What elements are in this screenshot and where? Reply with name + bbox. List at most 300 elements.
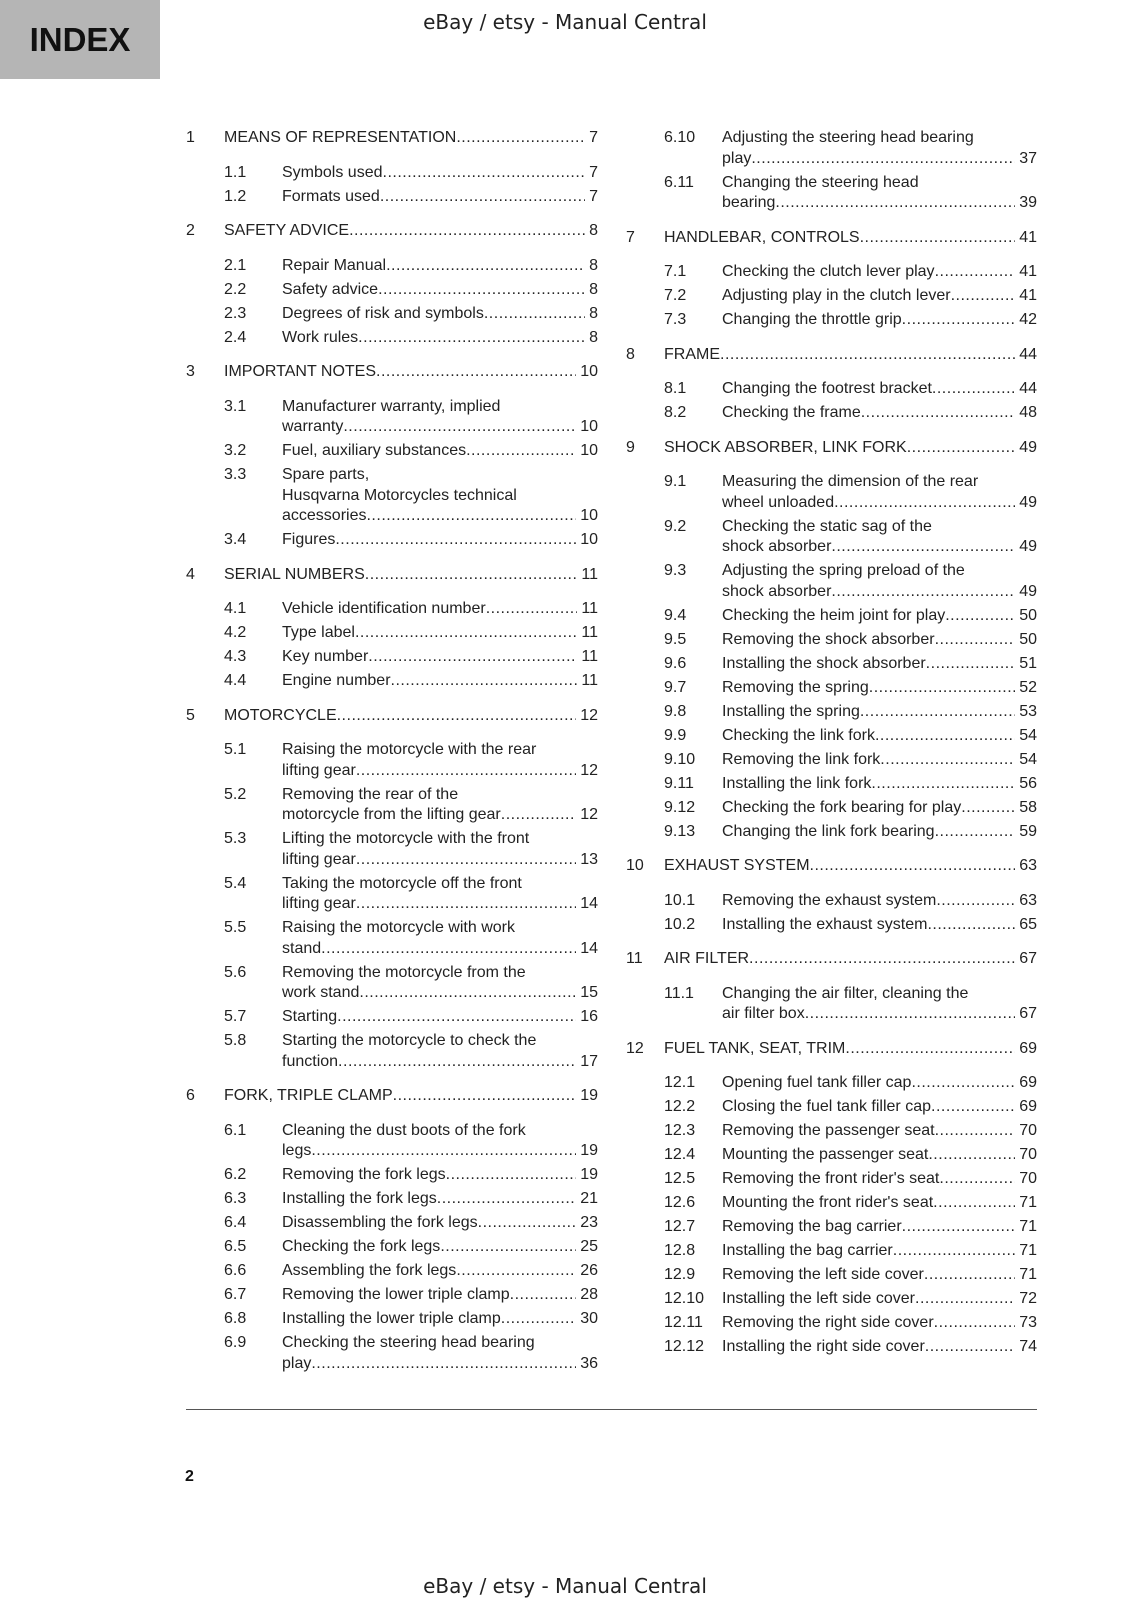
toc-title-line: stand xyxy=(282,939,322,957)
toc-title-line: Removing the shock absorber xyxy=(722,630,935,648)
toc-number: 4.4 xyxy=(224,672,247,689)
toc-number: 4.3 xyxy=(224,648,247,665)
toc-entry[interactable] xyxy=(186,1031,598,1072)
toc-page-number: 8 xyxy=(589,222,598,239)
toc-page-number: 49 xyxy=(1019,538,1037,555)
toc-title xyxy=(722,774,1037,795)
dot-leader xyxy=(893,1241,1015,1262)
dot-leader xyxy=(510,1285,577,1306)
toc-entry[interactable] xyxy=(626,403,1037,424)
toc-entry[interactable] xyxy=(626,286,1037,307)
toc-title-line: Repair Manual xyxy=(282,256,387,274)
toc-entry[interactable] xyxy=(626,1121,1037,1142)
toc-title xyxy=(282,280,598,301)
toc-number: 7.2 xyxy=(664,287,687,304)
toc-title xyxy=(282,829,598,870)
dot-leader xyxy=(875,726,1015,747)
toc-page-number: 50 xyxy=(1019,630,1037,648)
toc-entry[interactable] xyxy=(626,678,1037,699)
toc-number: 7 xyxy=(626,228,635,246)
toc-page-number: 7 xyxy=(589,163,598,181)
toc-title-line: Assembling the fork legs xyxy=(282,1262,457,1279)
toc-entry[interactable] xyxy=(186,1213,598,1234)
toc-title-line: lifting gear xyxy=(282,761,356,779)
dot-leader xyxy=(349,221,585,242)
toc-title xyxy=(722,654,1037,675)
toc-page-number: 10 xyxy=(580,418,598,435)
toc-title xyxy=(722,1265,1037,1286)
toc-title xyxy=(722,1097,1037,1118)
toc-number: 6.10 xyxy=(664,129,696,146)
toc-entry[interactable] xyxy=(186,623,598,644)
toc-title-line: Changing the air filter, cleaning the xyxy=(722,984,969,1002)
toc-title-line: Installing the shock absorber xyxy=(722,654,926,672)
toc-title-line: Starting the motorcycle to check the xyxy=(282,1032,537,1049)
toc-page-number: 69 xyxy=(1019,1039,1037,1057)
toc-title-line: Removing the bag carrier xyxy=(722,1218,902,1235)
toc-title-line: Removing the left side cover xyxy=(722,1266,924,1283)
dot-leader xyxy=(902,310,1016,331)
dot-leader xyxy=(925,1337,1015,1358)
dot-leader xyxy=(486,599,578,620)
toc-number: 12.10 xyxy=(664,1290,705,1307)
dot-leader xyxy=(466,441,576,462)
toc-page-number: 51 xyxy=(1019,654,1037,672)
dot-leader xyxy=(935,822,1016,843)
toc-entry[interactable] xyxy=(626,1241,1037,1262)
toc-title-line: Manufacturer warranty, implied xyxy=(282,397,501,415)
toc-entry[interactable] xyxy=(626,1193,1037,1214)
toc-page-number: 37 xyxy=(1019,149,1037,167)
toc-title-line: MOTORCYCLE xyxy=(224,706,337,724)
toc-number: 4.1 xyxy=(224,600,247,617)
dot-leader xyxy=(834,493,1015,514)
toc-title-line: Changing the link fork bearing xyxy=(722,822,935,840)
toc-title xyxy=(282,785,598,826)
toc-title xyxy=(282,441,598,462)
toc-entry[interactable] xyxy=(626,1097,1037,1118)
toc-title-line: Removing the right side cover xyxy=(722,1314,934,1331)
dot-leader xyxy=(386,256,585,277)
toc-title-line: Checking the static sag of the xyxy=(722,517,932,535)
dot-leader xyxy=(871,774,1015,795)
toc-entry[interactable] xyxy=(626,379,1037,400)
toc-title-line: play xyxy=(722,149,752,167)
toc-title xyxy=(282,1213,598,1234)
dot-leader xyxy=(831,582,1015,603)
toc-title xyxy=(282,1261,598,1282)
toc-title-line: play xyxy=(282,1354,312,1372)
dot-leader xyxy=(321,939,576,960)
toc-title xyxy=(282,623,598,644)
toc-page-number: 12 xyxy=(580,706,598,724)
toc-title-line: Checking the fork legs xyxy=(282,1238,441,1255)
toc-title-line: Figures xyxy=(282,531,336,548)
toc-title xyxy=(282,256,598,277)
toc-number: 1 xyxy=(186,129,195,146)
toc-entry[interactable] xyxy=(626,472,1037,513)
toc-entry[interactable] xyxy=(626,891,1037,912)
toc-title-line: Changing the steering head xyxy=(722,173,919,191)
toc-chapter[interactable] xyxy=(626,438,1037,459)
toc-number: 1.1 xyxy=(224,163,247,181)
toc-title-line: motorcycle from the lifting gear xyxy=(282,806,501,823)
toc-title xyxy=(722,1241,1037,1262)
toc-title-line: Measuring the dimension of the rear xyxy=(722,473,979,490)
dot-leader xyxy=(359,983,576,1004)
toc-entry[interactable] xyxy=(186,1285,598,1306)
dot-leader xyxy=(484,304,585,325)
toc-title-line: Removing the front rider's seat xyxy=(722,1170,940,1187)
toc-title-line: SERIAL NUMBERS xyxy=(224,565,365,583)
toc-title-line: Installing the spring xyxy=(722,702,860,720)
toc-page-number: 53 xyxy=(1019,702,1037,720)
toc-title xyxy=(722,1145,1037,1166)
toc-title-line: Checking the fork bearing for play xyxy=(722,798,962,816)
dot-leader xyxy=(749,949,1015,970)
toc-page-number: 71 xyxy=(1019,1242,1037,1259)
toc-entry[interactable] xyxy=(186,187,598,208)
toc-page-number: 71 xyxy=(1019,1266,1037,1283)
dot-leader xyxy=(365,565,578,586)
toc-number: 5.5 xyxy=(224,919,247,936)
toc-number: 2.1 xyxy=(224,256,247,274)
toc-entry[interactable] xyxy=(186,599,598,620)
toc-title-line: Checking the clutch lever play xyxy=(722,263,935,280)
toc-page-number: 11 xyxy=(581,565,598,583)
dot-leader xyxy=(924,1265,1015,1286)
toc-entry[interactable] xyxy=(626,654,1037,675)
toc-title xyxy=(282,304,598,325)
dot-leader xyxy=(935,630,1016,651)
toc-page-number: 50 xyxy=(1019,606,1037,624)
toc-page-number: 65 xyxy=(1019,915,1037,933)
toc-chapter[interactable] xyxy=(186,221,598,242)
toc-page-number: 71 xyxy=(1019,1194,1037,1211)
toc-title-line: Removing the link fork xyxy=(722,750,881,768)
toc-page-number: 26 xyxy=(580,1262,598,1279)
toc-page-number: 19 xyxy=(580,1142,598,1159)
toc-page-number: 73 xyxy=(1019,1314,1037,1331)
toc-title-line: Removing the passenger seat xyxy=(722,1122,935,1139)
toc-chapter[interactable] xyxy=(626,1039,1037,1060)
toc-number: 2.4 xyxy=(224,328,247,346)
toc-title xyxy=(722,1217,1037,1238)
toc-page-number: 8 xyxy=(589,328,598,346)
toc-entry[interactable] xyxy=(626,750,1037,771)
toc-number: 9.1 xyxy=(664,473,687,490)
toc-number: 6.1 xyxy=(224,1121,247,1139)
toc-number: 9.9 xyxy=(664,726,687,744)
toc-title-line: Installing the fork legs xyxy=(282,1190,437,1207)
toc-title xyxy=(282,918,598,959)
dot-leader xyxy=(383,163,586,184)
dot-leader xyxy=(337,1007,576,1028)
toc-title xyxy=(722,561,1037,602)
toc-entry[interactable] xyxy=(186,397,598,438)
dot-leader xyxy=(337,706,577,727)
dot-leader xyxy=(935,262,1016,283)
toc-chapter[interactable] xyxy=(626,228,1037,249)
dot-leader xyxy=(720,345,1015,366)
toc-title xyxy=(722,310,1037,331)
toc-chapter[interactable] xyxy=(626,949,1037,970)
toc-entry[interactable] xyxy=(186,671,598,692)
toc-title xyxy=(282,740,598,781)
toc-entry[interactable] xyxy=(186,829,598,870)
toc-title-line: Raising the motorcycle with work xyxy=(282,919,515,936)
toc-title-line: Installing the right side cover xyxy=(722,1338,925,1355)
toc-entry[interactable] xyxy=(626,1169,1037,1190)
toc-title xyxy=(722,1121,1037,1142)
toc-title xyxy=(722,403,1037,424)
dot-leader xyxy=(446,1165,577,1186)
toc-entry[interactable] xyxy=(186,256,598,277)
toc-entry[interactable] xyxy=(186,785,598,826)
toc-title-line: Fuel, auxiliary substances xyxy=(282,442,467,459)
toc-number: 5.1 xyxy=(224,741,247,758)
toc-title xyxy=(722,915,1037,936)
toc-page-number: 30 xyxy=(580,1310,598,1327)
dot-leader xyxy=(935,1121,1016,1142)
toc-entry[interactable] xyxy=(626,984,1037,1025)
toc-title xyxy=(282,671,598,692)
toc-entry[interactable] xyxy=(186,465,598,527)
toc-number: 12.12 xyxy=(664,1338,705,1355)
toc-title-line: Key number xyxy=(282,648,369,665)
toc-number: 2 xyxy=(186,222,195,239)
toc-entry[interactable] xyxy=(186,647,598,668)
toc-page-number: 71 xyxy=(1019,1218,1037,1235)
toc-title-line: shock absorber xyxy=(722,538,832,555)
toc-entry[interactable] xyxy=(186,1007,598,1028)
toc-entry[interactable] xyxy=(186,874,598,915)
page-number: 2 xyxy=(185,1468,194,1485)
toc-page-number: 10 xyxy=(580,531,598,548)
toc-title-line: lifting gear xyxy=(282,895,356,912)
toc-entry[interactable] xyxy=(626,262,1037,283)
toc-entry[interactable] xyxy=(626,1217,1037,1238)
toc-number: 6.5 xyxy=(224,1238,247,1255)
toc-page-number: 19 xyxy=(580,1166,598,1183)
toc-entry[interactable] xyxy=(626,915,1037,936)
dot-leader xyxy=(931,1097,1015,1118)
toc-title-line: Opening fuel tank filler cap xyxy=(722,1074,912,1091)
dot-leader xyxy=(860,228,1016,249)
toc-title-line: Checking the heim joint for play xyxy=(722,606,946,624)
toc-title xyxy=(282,963,598,1004)
dot-leader xyxy=(391,671,578,692)
toc-entry[interactable] xyxy=(626,822,1037,843)
toc-number: 12.9 xyxy=(664,1266,696,1283)
toc-title xyxy=(722,984,1037,1025)
toc-entry[interactable] xyxy=(626,798,1037,819)
watermark-bottom: eBay / etsy - Manual Central xyxy=(423,1574,707,1598)
dot-leader xyxy=(335,530,576,551)
toc-title-line: air filter box xyxy=(722,1005,805,1022)
toc-entry[interactable] xyxy=(186,441,598,462)
toc-number: 10.1 xyxy=(664,891,696,909)
toc-entry[interactable] xyxy=(186,1121,598,1162)
toc-title xyxy=(282,1007,598,1028)
index-label: INDEX xyxy=(29,20,131,58)
toc-page-number: 17 xyxy=(580,1052,598,1070)
toc-title-line: Work rules xyxy=(282,328,359,346)
toc-number: 2.3 xyxy=(224,304,247,322)
dot-leader xyxy=(356,850,576,871)
toc-number: 5.7 xyxy=(224,1008,247,1025)
toc-entry[interactable] xyxy=(186,304,598,325)
toc-title xyxy=(282,530,598,551)
toc-page-number: 39 xyxy=(1019,194,1037,211)
toc-entry[interactable] xyxy=(626,1313,1037,1334)
toc-entry[interactable] xyxy=(186,328,598,349)
toc-entry[interactable] xyxy=(626,1145,1037,1166)
dot-leader xyxy=(393,1086,577,1107)
toc-number: 5.6 xyxy=(224,963,247,981)
toc-entry[interactable] xyxy=(186,530,598,551)
toc-entry[interactable] xyxy=(186,918,598,959)
toc-entry[interactable] xyxy=(626,561,1037,602)
toc-number: 12.8 xyxy=(664,1242,696,1259)
toc-entry[interactable] xyxy=(626,630,1037,651)
toc-entry[interactable] xyxy=(186,1309,598,1330)
toc-entry[interactable] xyxy=(626,702,1037,723)
toc-title-line: Mounting the front rider's seat xyxy=(722,1194,934,1211)
toc-page-number: 11 xyxy=(581,624,598,641)
toc-title-line: FUEL TANK, SEAT, TRIM xyxy=(664,1039,846,1057)
toc-entry[interactable] xyxy=(626,1265,1037,1286)
dot-leader xyxy=(869,678,1015,699)
toc-page-number: 8 xyxy=(589,280,598,298)
toc-number: 6.8 xyxy=(224,1310,247,1327)
toc-page-number: 28 xyxy=(580,1286,598,1303)
dot-leader xyxy=(951,286,1016,307)
toc-page-number: 11 xyxy=(581,648,598,665)
dot-leader xyxy=(478,1213,577,1234)
toc-page-number: 69 xyxy=(1019,1074,1037,1091)
toc-title xyxy=(282,1285,598,1306)
toc-entry[interactable] xyxy=(186,163,598,184)
dot-leader xyxy=(907,438,1015,459)
toc-chapter[interactable] xyxy=(186,706,598,727)
toc-entry[interactable] xyxy=(626,1073,1037,1094)
toc-number: 5.3 xyxy=(224,830,247,847)
toc-number: 6 xyxy=(186,1087,195,1104)
toc-page-number: 54 xyxy=(1019,726,1037,744)
toc-page-number: 59 xyxy=(1019,822,1037,840)
toc-chapter[interactable] xyxy=(186,565,598,586)
toc-number: 12.6 xyxy=(664,1194,696,1211)
toc-entry[interactable] xyxy=(186,1333,598,1374)
toc-title-line: Starting xyxy=(282,1008,338,1025)
toc-number: 9.13 xyxy=(664,822,696,840)
toc-entry[interactable] xyxy=(186,740,598,781)
toc-title-line: Mounting the passenger seat xyxy=(722,1146,929,1163)
dot-leader xyxy=(831,537,1015,558)
toc-title-line: Raising the motorcycle with the rear xyxy=(282,741,537,758)
toc-entry[interactable] xyxy=(186,1261,598,1282)
toc-entry[interactable] xyxy=(186,1165,598,1186)
toc-title-line: accessories xyxy=(282,507,367,524)
toc-title-line: Removing the rear of the xyxy=(282,785,459,803)
toc-title xyxy=(224,1086,598,1107)
toc-title-line: lifting gear xyxy=(282,850,356,868)
toc-number: 12.1 xyxy=(664,1074,696,1091)
toc-title xyxy=(722,750,1037,771)
toc-entry[interactable] xyxy=(626,128,1037,169)
toc-page-number: 63 xyxy=(1019,857,1037,874)
toc-title-line: Changing the throttle grip xyxy=(722,311,902,328)
toc-entry[interactable] xyxy=(186,280,598,301)
toc-entry[interactable] xyxy=(626,1289,1037,1310)
toc-title xyxy=(282,599,598,620)
toc-entry[interactable] xyxy=(626,1337,1037,1358)
toc-title xyxy=(224,565,598,586)
toc-chapter[interactable] xyxy=(186,362,598,383)
toc-title xyxy=(664,228,1037,249)
dot-leader xyxy=(358,328,585,349)
toc-title xyxy=(722,1337,1037,1358)
dot-leader xyxy=(338,1052,576,1073)
toc-number: 4 xyxy=(186,565,195,583)
dot-leader xyxy=(927,915,1015,936)
toc-title-line: Adjusting play in the clutch lever xyxy=(722,287,951,304)
toc-page-number: 12 xyxy=(580,761,598,779)
toc-entry[interactable] xyxy=(626,517,1037,558)
toc-title xyxy=(722,822,1037,843)
toc-page-number: 11 xyxy=(581,600,598,617)
toc-chapter[interactable] xyxy=(186,1086,598,1107)
toc-entry[interactable] xyxy=(186,963,598,1004)
dot-leader xyxy=(376,362,576,383)
toc-page-number: 69 xyxy=(1019,1098,1037,1115)
toc-entry[interactable] xyxy=(186,1189,598,1210)
toc-title xyxy=(282,163,598,184)
dot-leader xyxy=(805,1004,1016,1025)
toc-title-line: Installing the link fork xyxy=(722,774,872,792)
toc-page-number: 14 xyxy=(580,939,598,957)
toc-number: 9.2 xyxy=(664,517,687,535)
toc-title-line: SAFETY ADVICE xyxy=(224,222,350,239)
toc-title-line: FRAME xyxy=(664,345,720,363)
toc-title xyxy=(664,345,1037,366)
toc-number: 9.12 xyxy=(664,798,696,816)
toc-title xyxy=(664,438,1037,459)
toc-title-line: Cleaning the dust boots of the fork xyxy=(282,1121,526,1139)
toc-title xyxy=(722,379,1037,400)
toc-title xyxy=(722,798,1037,819)
toc-chapter[interactable] xyxy=(626,345,1037,366)
toc-title-line: Changing the footrest bracket xyxy=(722,380,932,397)
toc-page-number: 42 xyxy=(1019,311,1037,328)
toc-entry[interactable] xyxy=(626,310,1037,331)
dot-leader xyxy=(932,379,1015,400)
toc-title xyxy=(282,1237,598,1258)
toc-title-line: bearing xyxy=(722,194,776,211)
toc-entry[interactable] xyxy=(626,726,1037,747)
dot-leader xyxy=(939,1169,1015,1190)
toc-entry[interactable] xyxy=(186,1237,598,1258)
toc-entry[interactable] xyxy=(626,606,1037,627)
toc-title xyxy=(282,1309,598,1330)
toc-entry[interactable] xyxy=(626,173,1037,214)
toc-entry[interactable] xyxy=(626,774,1037,795)
toc-number: 5.8 xyxy=(224,1032,247,1049)
toc-chapter[interactable] xyxy=(186,128,598,149)
toc-chapter[interactable] xyxy=(626,856,1037,877)
toc-title-line: FORK, TRIPLE CLAMP xyxy=(224,1087,393,1104)
